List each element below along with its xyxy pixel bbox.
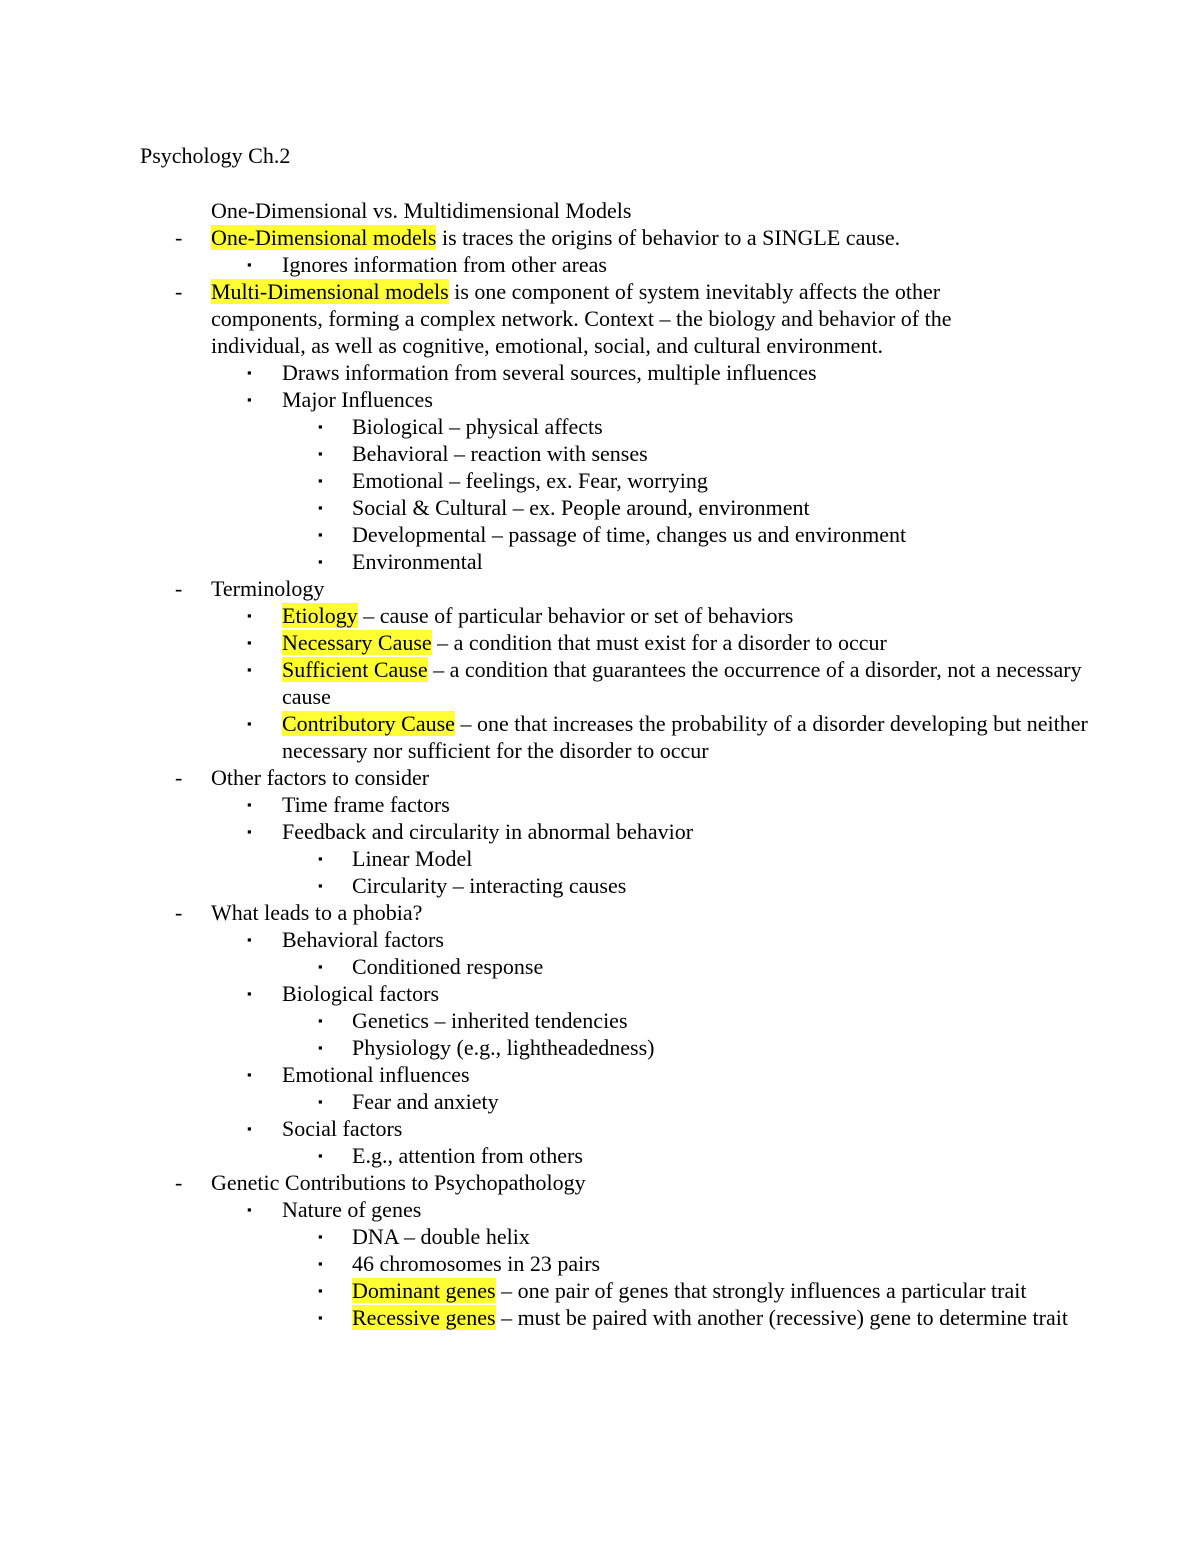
list-item-text <box>352 1250 1182 1277</box>
list-item-text <box>211 575 1041 602</box>
square-bullet-icon: ▪ <box>318 1283 323 1298</box>
list-item <box>0 1061 1200 1088</box>
list-item <box>0 359 1200 386</box>
list-item <box>0 1250 1200 1277</box>
list-item-text <box>352 1142 1182 1169</box>
list-item <box>0 656 1200 710</box>
list-item-text <box>211 224 1041 251</box>
highlighted-term: Contributory Cause <box>282 711 455 736</box>
list-item-text <box>211 899 1041 926</box>
list-item <box>0 413 1200 440</box>
item-description: Ignores information from other areas <box>282 252 607 277</box>
list-item <box>0 1196 1200 1223</box>
item-description: – cause of particular behavior or set of behaviors <box>357 603 794 628</box>
list-item-text <box>282 710 1112 764</box>
item-description: Terminology <box>211 576 325 601</box>
list-item <box>0 467 1200 494</box>
list-item-text <box>282 386 1112 413</box>
highlighted-term: Etiology <box>282 603 358 628</box>
list-item <box>0 845 1200 872</box>
list-item-text <box>282 1061 1112 1088</box>
item-description: Environmental <box>352 549 483 574</box>
list-item <box>0 710 1200 764</box>
square-bullet-icon: ▪ <box>247 824 252 839</box>
item-description: Behavioral – reaction with senses <box>352 441 648 466</box>
list-item <box>0 575 1200 602</box>
item-description: Circularity – interacting causes <box>352 873 627 898</box>
square-bullet-icon: ▪ <box>247 608 252 623</box>
item-description: Other factors to consider <box>211 765 430 790</box>
item-description: Genetics – inherited tendencies <box>352 1008 628 1033</box>
item-description: – a condition that guarantees the occurrence of a disorder, not a necessary cause <box>282 657 1082 709</box>
list-item <box>0 440 1200 467</box>
item-description: – must be paired with another (recessive) gene to determine trait <box>495 1305 1068 1330</box>
list-item-text <box>211 1169 1041 1196</box>
square-bullet-icon: ▪ <box>318 1094 323 1109</box>
list-item-text <box>211 278 1041 359</box>
square-bullet-icon: ▪ <box>247 1067 252 1082</box>
item-description: Emotional influences <box>282 1062 470 1087</box>
square-bullet-icon: ▪ <box>318 1148 323 1163</box>
item-description: is one component of system inevitably affects the other components, forming a complex network. Context – the biology and behavior of the individual, as well as cognitive, emotional, social, and cultural environment. <box>211 279 952 358</box>
item-description: Emotional – feelings, ex. Fear, worrying <box>352 468 708 493</box>
item-description: Nature of genes <box>282 1197 422 1222</box>
page-title: Psychology Ch.2 <box>140 143 291 168</box>
item-description: Major Influences <box>282 387 433 412</box>
item-description: Fear and anxiety <box>352 1089 499 1114</box>
square-bullet-icon: ▪ <box>247 1202 252 1217</box>
square-bullet-icon: ▪ <box>247 1121 252 1136</box>
highlighted-term: Necessary Cause <box>282 630 432 655</box>
list-item-text <box>352 845 1182 872</box>
item-description: Biological – physical affects <box>352 414 603 439</box>
list-item <box>0 1304 1200 1331</box>
square-bullet-icon: ▪ <box>318 554 323 569</box>
dash-bullet-icon: - <box>175 900 183 925</box>
list-item-text <box>352 440 1182 467</box>
list-item-text <box>352 1223 1182 1250</box>
list-item-text <box>282 629 1112 656</box>
list-item <box>0 548 1200 575</box>
item-description: Social & Cultural – ex. People around, environment <box>352 495 810 520</box>
list-item <box>0 251 1200 278</box>
list-item-text <box>282 359 1112 386</box>
item-description: – one that increases the probability of a disorder developing but neither necessary nor sufficient for the disorder to occur <box>282 711 1088 763</box>
list-item <box>0 1007 1200 1034</box>
list-item-text <box>282 980 1112 1007</box>
list-item <box>0 1142 1200 1169</box>
list-item <box>0 818 1200 845</box>
highlighted-term: Multi-Dimensional models <box>211 279 449 304</box>
item-description: is traces the origins of behavior to a SINGLE cause. <box>436 225 901 250</box>
highlighted-term: One-Dimensional models <box>211 225 437 250</box>
list-item <box>0 1223 1200 1250</box>
square-bullet-icon: ▪ <box>318 446 323 461</box>
list-item-text <box>352 1007 1182 1034</box>
list-item-text <box>352 413 1182 440</box>
item-description: Time frame factors <box>282 792 450 817</box>
item-description: Social factors <box>282 1116 403 1141</box>
square-bullet-icon: ▪ <box>247 932 252 947</box>
square-bullet-icon: ▪ <box>247 662 252 677</box>
item-description: Physiology (e.g., lightheadedness) <box>352 1035 655 1060</box>
list-item-text <box>282 656 1112 710</box>
list-item-text <box>282 1196 1112 1223</box>
list-item-text <box>282 1115 1112 1142</box>
list-item <box>0 872 1200 899</box>
list-item <box>0 629 1200 656</box>
item-description: Behavioral factors <box>282 927 444 952</box>
list-item <box>0 899 1200 926</box>
list-item-text <box>352 521 1182 548</box>
item-description: What leads to a phobia? <box>211 900 423 925</box>
square-bullet-icon: ▪ <box>318 1310 323 1325</box>
item-description: E.g., attention from others <box>352 1143 583 1168</box>
square-bullet-icon: ▪ <box>247 365 252 380</box>
highlighted-term: Recessive genes <box>352 1305 496 1330</box>
list-item <box>0 1034 1200 1061</box>
square-bullet-icon: ▪ <box>318 878 323 893</box>
square-bullet-icon: ▪ <box>318 959 323 974</box>
list-item-text <box>352 1304 1182 1331</box>
square-bullet-icon: ▪ <box>318 1040 323 1055</box>
list-item <box>0 1115 1200 1142</box>
item-description: Genetic Contributions to Psychopathology <box>211 1170 586 1195</box>
square-bullet-icon: ▪ <box>247 392 252 407</box>
item-description: – one pair of genes that strongly influences a particular trait <box>495 1278 1027 1303</box>
square-bullet-icon: ▪ <box>247 635 252 650</box>
dash-bullet-icon: - <box>175 225 183 250</box>
list-item-text <box>352 1277 1182 1304</box>
list-item <box>0 791 1200 818</box>
list-item <box>0 278 1200 359</box>
item-description: Feedback and circularity in abnormal behavior <box>282 819 694 844</box>
list-item-text <box>352 494 1182 521</box>
square-bullet-icon: ▪ <box>318 500 323 515</box>
item-description: DNA – double helix <box>352 1224 530 1249</box>
list-item <box>0 953 1200 980</box>
item-description: Draws information from several sources, multiple influences <box>282 360 817 385</box>
dash-bullet-icon: - <box>175 576 183 601</box>
list-item-text <box>282 818 1112 845</box>
list-item <box>0 1277 1200 1304</box>
dash-bullet-icon: - <box>175 1170 183 1195</box>
list-item <box>0 980 1200 1007</box>
item-description: Conditioned response <box>352 954 544 979</box>
list-item <box>0 1088 1200 1115</box>
square-bullet-icon: ▪ <box>318 1013 323 1028</box>
highlighted-term: Dominant genes <box>352 1278 496 1303</box>
square-bullet-icon: ▪ <box>318 527 323 542</box>
list-item-text <box>282 251 1112 278</box>
square-bullet-icon: ▪ <box>318 419 323 434</box>
list-item <box>0 764 1200 791</box>
item-description: Developmental – passage of time, changes us and environment <box>352 522 907 547</box>
outline-list <box>0 224 1200 1331</box>
list-item <box>0 1169 1200 1196</box>
square-bullet-icon: ▪ <box>318 473 323 488</box>
list-item-text <box>352 1088 1182 1115</box>
list-item <box>0 494 1200 521</box>
highlighted-term: Sufficient Cause <box>282 657 428 682</box>
list-item-text <box>211 764 1041 791</box>
square-bullet-icon: ▪ <box>247 986 252 1001</box>
square-bullet-icon: ▪ <box>318 1229 323 1244</box>
square-bullet-icon: ▪ <box>318 1256 323 1271</box>
item-description: – a condition that must exist for a disorder to occur <box>431 630 887 655</box>
list-item <box>0 521 1200 548</box>
list-item <box>0 926 1200 953</box>
list-item-text <box>352 467 1182 494</box>
list-item-text <box>282 602 1112 629</box>
list-item-text <box>282 791 1112 818</box>
list-item <box>0 602 1200 629</box>
square-bullet-icon: ▪ <box>318 851 323 866</box>
list-item <box>0 386 1200 413</box>
list-item-text <box>352 953 1182 980</box>
list-item <box>0 224 1200 251</box>
section-heading: One-Dimensional vs. Multidimensional Models <box>211 198 632 223</box>
item-description: Biological factors <box>282 981 440 1006</box>
item-description: 46 chromosomes in 23 pairs <box>352 1251 601 1276</box>
list-item-text <box>282 926 1112 953</box>
dash-bullet-icon: - <box>175 279 183 304</box>
list-item-text <box>352 548 1182 575</box>
square-bullet-icon: ▪ <box>247 257 252 272</box>
list-item-text <box>352 1034 1182 1061</box>
square-bullet-icon: ▪ <box>247 797 252 812</box>
item-description: Linear Model <box>352 846 473 871</box>
dash-bullet-icon: - <box>175 765 183 790</box>
list-item-text <box>352 872 1182 899</box>
square-bullet-icon: ▪ <box>247 716 252 731</box>
